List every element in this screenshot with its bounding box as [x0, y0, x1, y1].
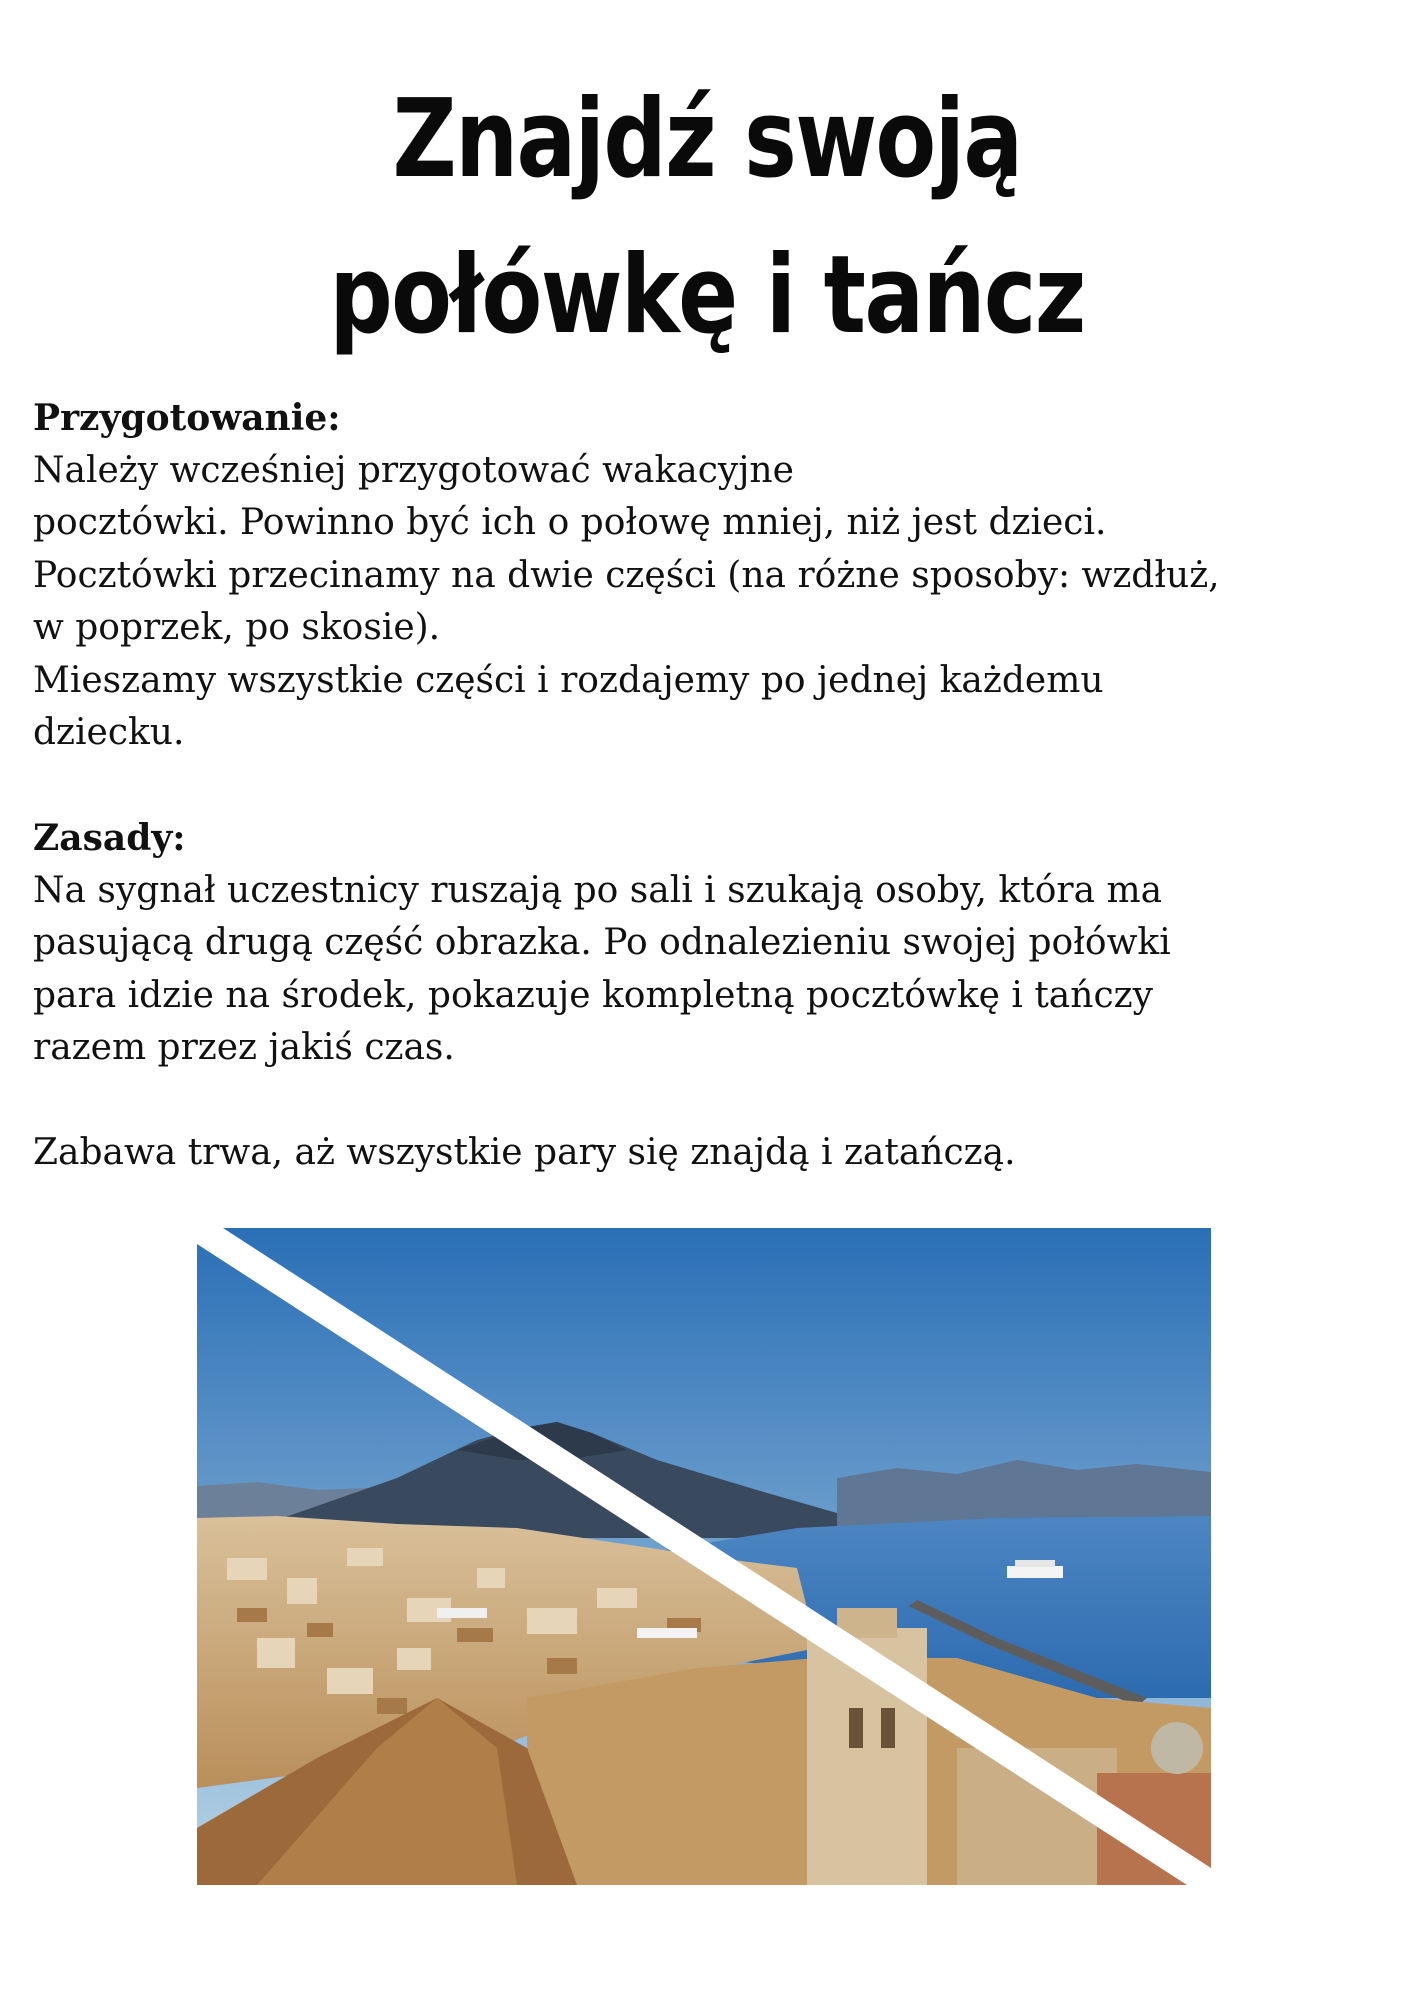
- port-ship: [637, 1628, 697, 1638]
- port-ship: [437, 1608, 487, 1618]
- preparation-line: w poprzek, po skosie).: [33, 607, 441, 648]
- instructions: [33, 392, 1363, 1180]
- rules-line: para idzie na środek, pokazuje kompletną pocztówkę i tańczy: [33, 974, 1153, 1016]
- rules-line: Na sygnał uczestnicy ruszają po sali i szukają osoby, która ma: [33, 869, 1163, 911]
- naples-vesuvius-photo: [197, 1228, 1211, 1885]
- rules-closing: Zabawa trwa, aż wszystkie pary się znajdą i zatańczą.: [33, 1132, 1016, 1173]
- postcard-photo: [197, 1228, 1211, 1885]
- rules-heading: Zasady:: [33, 817, 186, 859]
- rules-line: razem przez jakiś czas.: [33, 1027, 455, 1068]
- preparation-line: Mieszamy wszystkie części i rozdajemy po jednej każdemu: [33, 659, 1104, 701]
- paragraph-spacer: [33, 760, 1363, 813]
- preparation-heading: Przygotowanie:: [33, 397, 341, 439]
- church-dome: [1151, 1722, 1203, 1774]
- cruise-ship: [1007, 1566, 1063, 1578]
- bell-tower-window: [881, 1708, 895, 1748]
- preparation-line: Należy wcześniej przygotować wakacyjne: [33, 449, 794, 491]
- title-line-2: połówkę i tańcz: [329, 233, 1085, 358]
- preparation-line: pocztówki. Powinno być ich o połowę mniej, niż jest dzieci.: [33, 502, 1107, 543]
- page-title: [0, 62, 1414, 374]
- title-line-1: Znajdź swoją: [392, 77, 1022, 202]
- cruise-ship-deck: [1015, 1560, 1055, 1567]
- preparation-line: dziecku.: [33, 712, 185, 753]
- bell-tower-window: [849, 1708, 863, 1748]
- rules-line: pasującą drugą część obrazka. Po odnalezieniu swojej połówki: [33, 922, 1171, 963]
- preparation-line: Pocztówki przecinamy na dwie części (na różne sposoby: wzdłuż,: [33, 554, 1220, 596]
- paragraph-spacer: [33, 1075, 1363, 1128]
